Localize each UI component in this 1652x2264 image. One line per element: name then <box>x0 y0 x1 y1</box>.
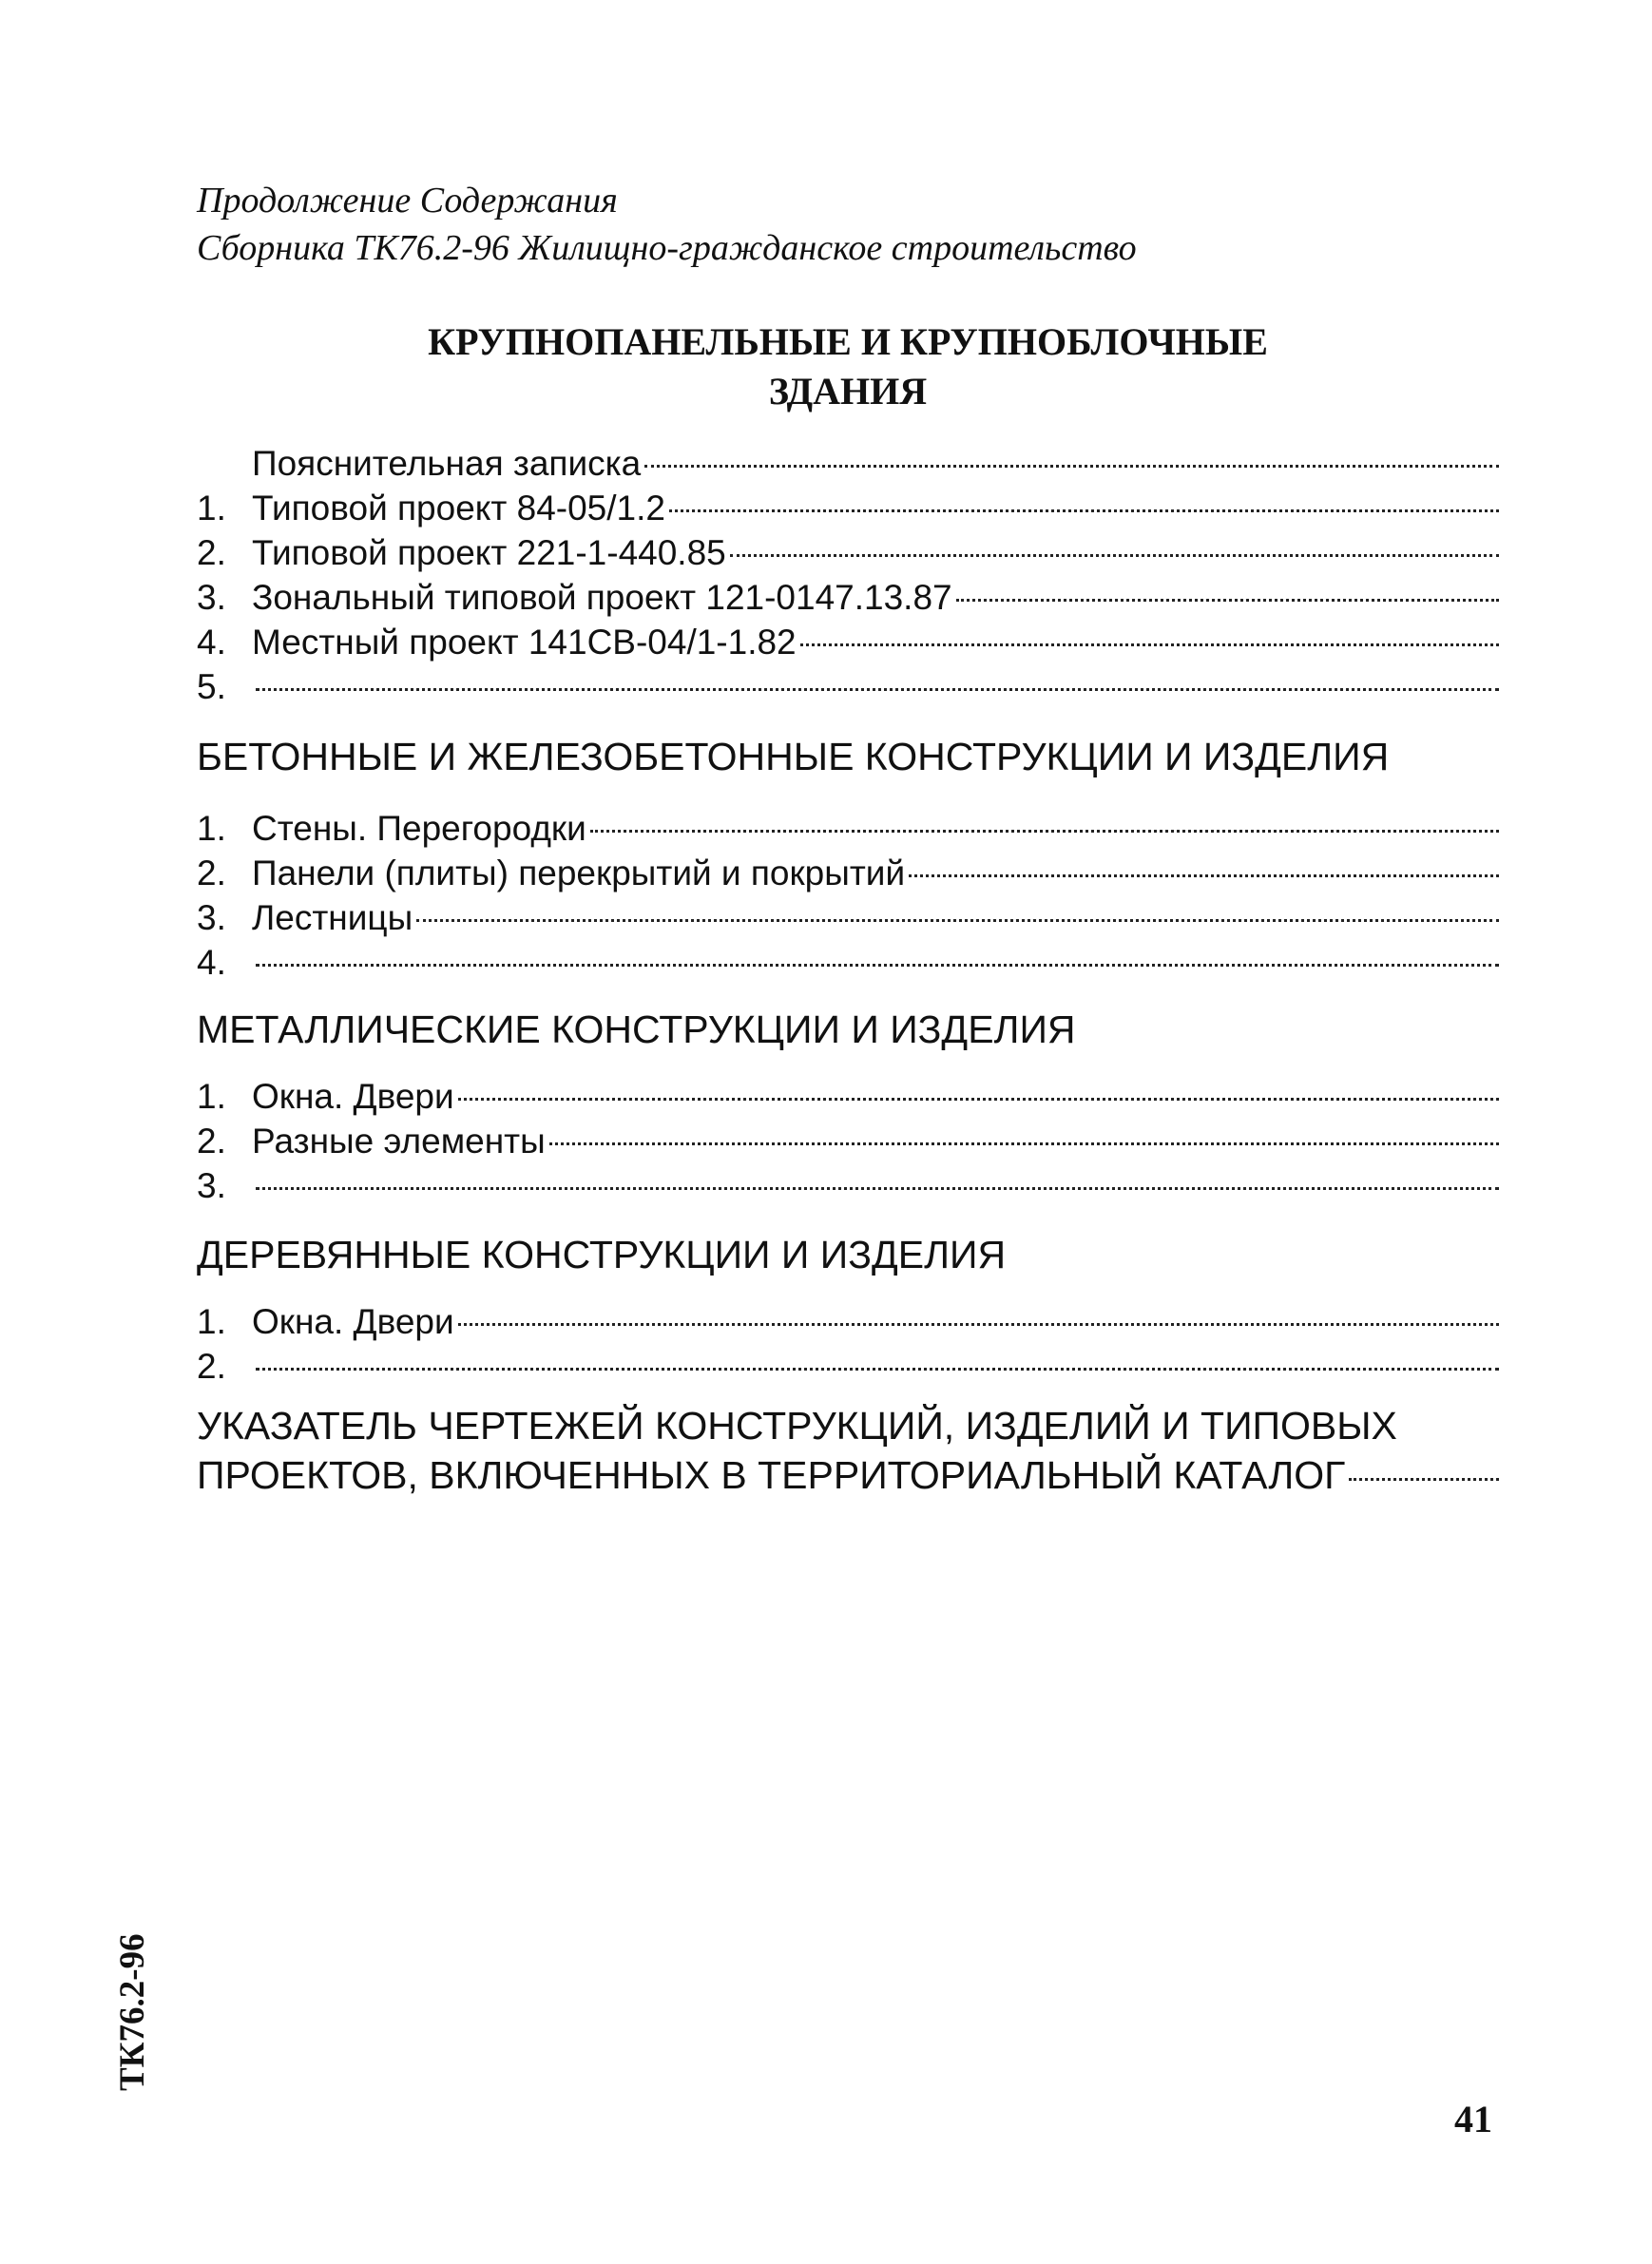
toc-entry-num: 2. <box>197 854 226 892</box>
section1-title-line-2: ЗДАНИЯ <box>768 370 928 413</box>
dot-leader <box>416 919 1499 922</box>
toc-entry-num: 1. <box>197 489 226 528</box>
toc-entry-text: Окна. Двери <box>252 1077 454 1116</box>
toc-entry-num: 3. <box>197 578 226 617</box>
dot-leader <box>458 1098 1499 1101</box>
toc-entry <box>197 530 1499 575</box>
section3-title: МЕТАЛЛИЧЕСКИЕ КОНСТРУКЦИИ И ИЗДЕЛИЯ <box>197 1007 1076 1051</box>
toc-entry <box>197 1344 1499 1389</box>
section2-title: БЕТОННЫЕ И ЖЕЛЕЗОБЕТОННЫЕ КОНСТРУКЦИИ И ИЗДЕЛИЯ <box>197 735 1390 778</box>
toc-entry <box>197 1163 1499 1208</box>
toc-entry-num: 1. <box>197 809 226 848</box>
dot-leader <box>644 465 1499 468</box>
dot-leader <box>549 1142 1499 1145</box>
side-label: ТК76.2-96 <box>113 1933 152 2091</box>
section4-title: ДЕРЕВЯННЫЕ КОНСТРУКЦИИ И ИЗДЕЛИЯ <box>197 1233 1007 1276</box>
toc-entry-num: 5. <box>197 667 226 706</box>
dot-leader <box>458 1323 1499 1326</box>
page-number: 41 <box>1454 2098 1492 2140</box>
toc-entry <box>197 486 1499 530</box>
toc-entry-text: Лестницы <box>252 898 413 937</box>
dot-leader <box>256 964 1499 967</box>
dot-leader <box>256 688 1499 691</box>
toc-entry-text: Типовой проект 84-05/1.2 <box>252 489 665 528</box>
continuation-header <box>197 177 1137 272</box>
toc-entry <box>197 940 1499 985</box>
toc-entry-text: Типовой проект 221-1-440.85 <box>252 533 726 572</box>
dot-leader <box>256 1368 1499 1371</box>
toc-entry <box>197 1119 1499 1163</box>
index-heading-line-1: УКАЗАТЕЛЬ ЧЕРТЕЖЕЙ КОНСТРУКЦИЙ, ИЗДЕЛИЙ И ТИПОВЫХ <box>197 1404 1397 1448</box>
toc-entry-num: 4. <box>197 943 226 982</box>
toc-entry-num: 1. <box>197 1077 226 1116</box>
index-heading-row-2 <box>197 1450 1499 1500</box>
toc-entry-text: Окна. Двери <box>252 1302 454 1341</box>
toc-entry-num: 3. <box>197 898 226 937</box>
toc-entry-num: 3. <box>197 1166 226 1205</box>
dot-leader <box>1349 1478 1499 1481</box>
index-heading-line-2: ПРОЕКТОВ, ВКЛЮЧЕННЫХ В ТЕРРИТОРИАЛЬНЫЙ КАТАЛОГ <box>197 1453 1346 1497</box>
dot-leader <box>669 509 1499 512</box>
toc-entry <box>197 895 1499 940</box>
toc-entry-explanatory-note <box>197 441 1499 486</box>
toc-entry-num: 2. <box>197 533 226 572</box>
toc-entry-text: Местный проект 141СВ-04/1-1.82 <box>252 623 797 662</box>
toc-entry-text: Стены. Перегородки <box>252 809 586 848</box>
toc-entry-num: 2. <box>197 1347 226 1386</box>
toc-entry <box>197 1299 1499 1344</box>
toc-entry <box>197 620 1499 664</box>
toc-entry <box>197 664 1499 709</box>
dot-leader <box>256 1187 1499 1190</box>
toc-entry-num: 4. <box>197 623 226 662</box>
toc-entry <box>197 575 1499 620</box>
dot-leader <box>730 554 1499 557</box>
dot-leader <box>909 874 1499 877</box>
section1-title-line-1: КРУПНОПАНЕЛЬНЫЕ И КРУПНОБЛОЧНЫЕ <box>428 320 1268 363</box>
dot-leader <box>590 830 1499 833</box>
section1-title <box>197 317 1499 416</box>
toc-entry <box>197 851 1499 895</box>
header-line-2: Сборника ТК76.2-96 Жилищно-гражданское строительство <box>197 228 1137 268</box>
dot-leader <box>800 643 1499 646</box>
toc-entry-text: Разные элементы <box>252 1122 546 1161</box>
index-heading <box>197 1401 1499 1500</box>
toc-entry-text: Зональный типовой проект 121-0147.13.87 <box>252 578 952 617</box>
dot-leader <box>956 599 1499 602</box>
toc-entry <box>197 806 1499 851</box>
toc-entry-text: Панели (плиты) перекрытий и покрытий <box>252 854 906 892</box>
header-line-1: Продолжение Содержания <box>197 181 618 221</box>
toc-entry-num: 2. <box>197 1122 226 1161</box>
toc-entry-num: 1. <box>197 1302 226 1341</box>
toc-entry <box>197 1074 1499 1119</box>
toc-entry-text: Пояснительная записка <box>252 444 642 483</box>
